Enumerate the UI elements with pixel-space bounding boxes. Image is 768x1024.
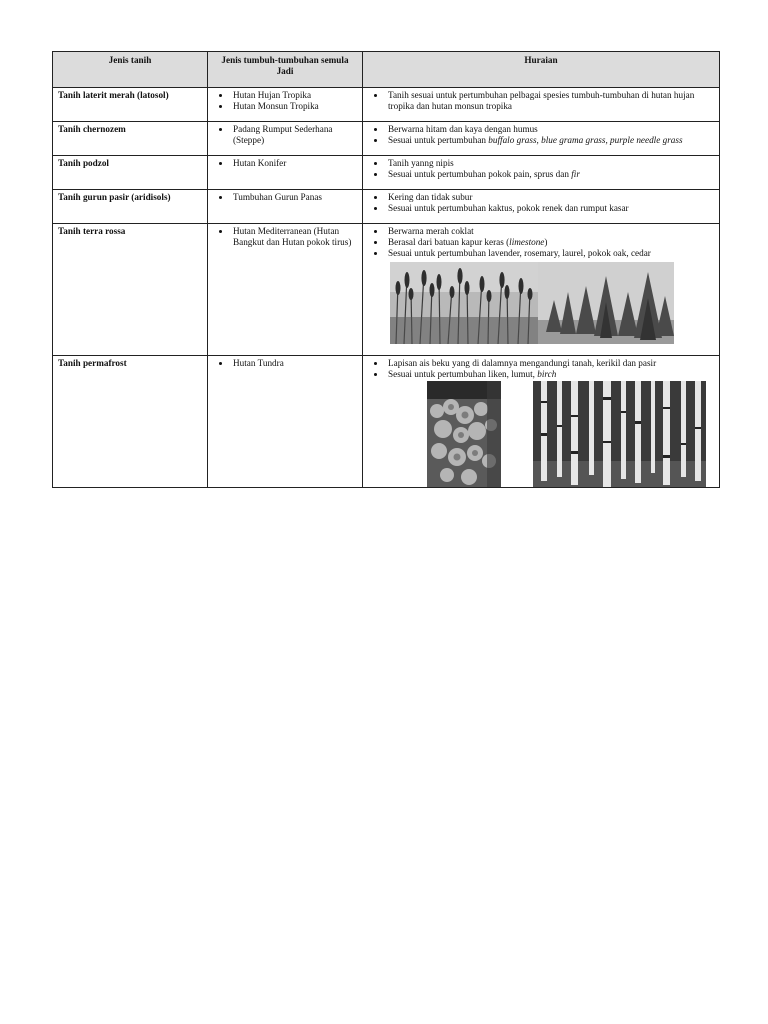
description-item: Sesuai untuk pertumbuhan lavender, rosemary, laurel, pokok oak, cedar bbox=[388, 248, 714, 259]
table-row bbox=[53, 122, 720, 156]
birch-forest-photo bbox=[533, 381, 706, 487]
lavender-photo bbox=[390, 262, 538, 344]
soil-name: Tanih terra rossa bbox=[53, 224, 208, 356]
cedar-trees-photo bbox=[538, 262, 674, 344]
description-item: Sesuai untuk pertumbuhan buffalo grass, blue grama grass, purple needle grass bbox=[388, 135, 714, 146]
vegetation-item: Hutan Konifer bbox=[233, 158, 357, 169]
description-item: Tanih yanng nipis bbox=[388, 158, 714, 169]
table-row bbox=[53, 156, 720, 190]
soil-name: Tanih chernozem bbox=[53, 122, 208, 156]
table-header-row bbox=[53, 52, 720, 88]
description-item: Lapisan ais beku yang di dalamnya mengandungi tanah, kerikil dan pasir bbox=[388, 358, 714, 369]
description-item: Berasal dari batuan kapur keras (limestone) bbox=[388, 237, 714, 248]
soil-name: Tanih podzol bbox=[53, 156, 208, 190]
description-cell bbox=[363, 190, 720, 224]
table-row bbox=[53, 190, 720, 224]
table-row bbox=[53, 224, 720, 356]
vegetation-cell bbox=[208, 122, 363, 156]
vegetation-item: Padang Rumput Sederhana (Steppe) bbox=[233, 124, 357, 146]
description-cell bbox=[363, 122, 720, 156]
lichen-photo bbox=[427, 381, 501, 487]
terra-rossa-photos bbox=[368, 262, 714, 344]
description-item: Kering dan tidak subur bbox=[388, 192, 714, 203]
vegetation-item: Hutan Hujan Tropika bbox=[233, 90, 357, 101]
vegetation-cell bbox=[208, 356, 363, 488]
description-cell bbox=[363, 224, 720, 356]
permafrost-photos bbox=[368, 381, 714, 487]
soil-table bbox=[52, 51, 720, 488]
vegetation-cell bbox=[208, 190, 363, 224]
description-item: Sesuai untuk pertumbuhan kaktus, pokok renek dan rumput kasar bbox=[388, 203, 714, 214]
vegetation-item: Tumbuhan Gurun Panas bbox=[233, 192, 357, 203]
vegetation-cell bbox=[208, 156, 363, 190]
description-cell bbox=[363, 88, 720, 122]
description-item: Sesuai untuk pertumbuhan pokok pain, sprus dan fir bbox=[388, 169, 714, 180]
description-item: Berwarna hitam dan kaya dengan humus bbox=[388, 124, 714, 135]
table-row bbox=[53, 88, 720, 122]
description-cell bbox=[363, 356, 720, 488]
header-vegetation: Jenis tumbuh-tumbuhan semula Jadi bbox=[208, 52, 363, 88]
vegetation-item: Hutan Mediterranean (Hutan Bangkut dan Hutan pokok tirus) bbox=[233, 226, 357, 248]
vegetation-cell bbox=[208, 224, 363, 356]
vegetation-item: Hutan Tundra bbox=[233, 358, 357, 369]
description-item: Sesuai untuk pertumbuhan liken, lumut, birch bbox=[388, 369, 714, 380]
vegetation-cell bbox=[208, 88, 363, 122]
soil-name: Tanih laterit merah (latosol) bbox=[53, 88, 208, 122]
vegetation-item: Hutan Monsun Tropika bbox=[233, 101, 357, 112]
description-item: Tanih sesuai untuk pertumbuhan pelbagai spesies tumbuh-tumbuhan di hutan hujan tropika dan hutan monsun tropika bbox=[388, 90, 714, 112]
description-item: Berwarna merah coklat bbox=[388, 226, 714, 237]
header-soil: Jenis tanih bbox=[53, 52, 208, 88]
soil-name: Tanih gurun pasir (aridisols) bbox=[53, 190, 208, 224]
table-row bbox=[53, 356, 720, 488]
description-cell bbox=[363, 156, 720, 190]
soil-name: Tanih permafrost bbox=[53, 356, 208, 488]
header-description: Huraian bbox=[363, 52, 720, 88]
